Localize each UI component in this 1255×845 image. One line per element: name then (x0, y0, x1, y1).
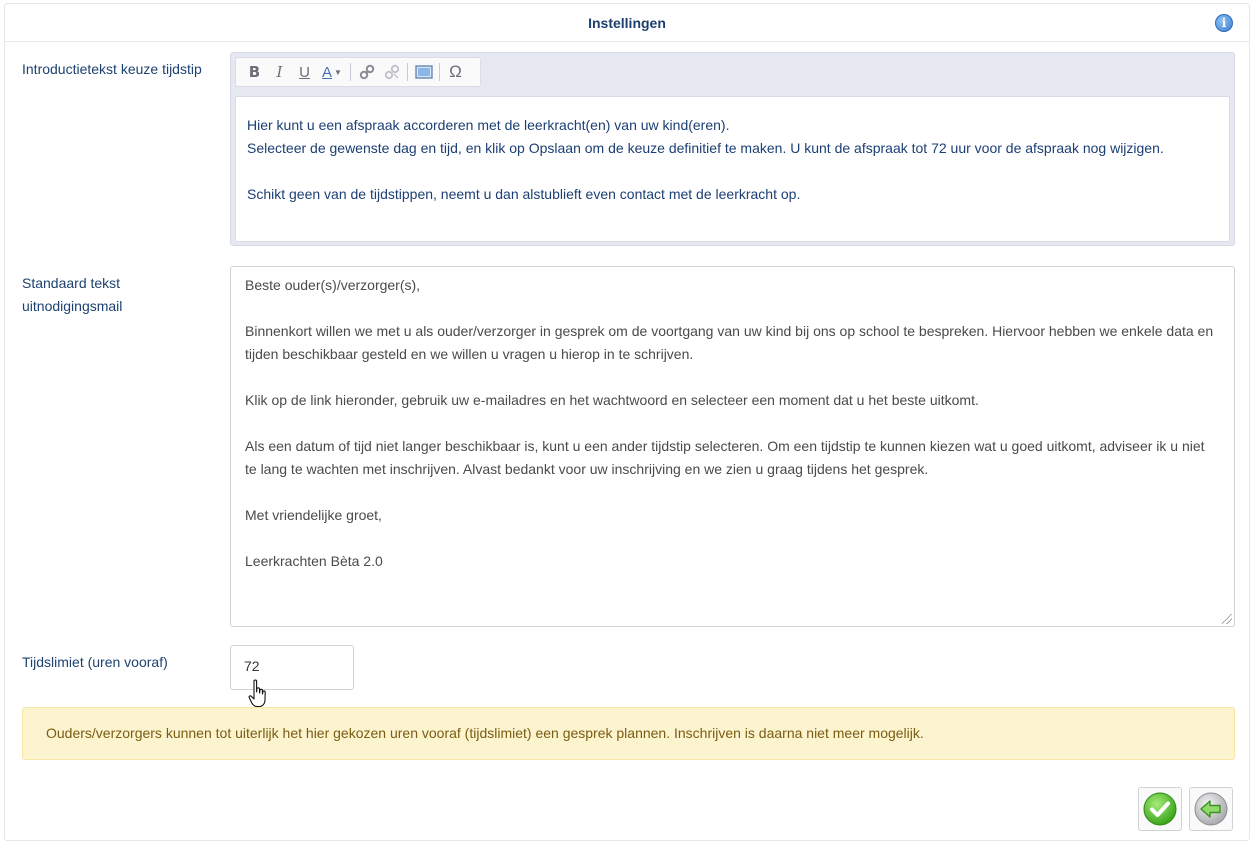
page-title: Instellingen (588, 14, 666, 31)
panel-header (5, 4, 1249, 42)
intro-line: Hier kunt u een afspraak accorderen met de leerkracht(en) van uw kind(eren). (247, 117, 730, 133)
time-limit-label: Tijdslimiet (uren vooraf) (22, 654, 168, 670)
link-button[interactable] (354, 60, 379, 84)
mail-paragraph: Klik op de link hieronder, gebruik uw e-mailadres en het wachtwoord en selecteer een moment dat u het beste uitkomt. (245, 392, 979, 408)
info-icon[interactable]: i (1215, 14, 1233, 32)
bold-button[interactable] (242, 60, 267, 84)
alert-text: Ouders/verzorgers kunnen tot uiterlijk het hier gekozen uren vooraf (tijdslimiet) een gesprek plannen. Inschrijven is daarna niet meer mogelijk. (46, 725, 924, 741)
chevron-down-icon: ▼ (334, 67, 342, 77)
time-limit-value: 72 (244, 658, 260, 674)
omega-icon: Ω (449, 62, 462, 81)
checkmark-icon (1142, 791, 1178, 827)
mail-textarea[interactable] (230, 266, 1235, 627)
font-color-button[interactable] (317, 60, 347, 84)
intro-line: Schikt geen van de tijdstippen, neemt u dan alstublieft even contact met de leerkracht op. (247, 186, 801, 202)
unlink-icon (384, 64, 400, 80)
mail-paragraph: Binnenkort willen we met u als ouder/verzorger in gesprek om de voortgang van uw kind bij ons op school te bespreken. Hiervoor hebben we enkele data en tijden beschikbaar gesteld en we willen u vragen u hierop in te schrijven. (245, 323, 1214, 362)
image-icon (415, 64, 433, 80)
link-icon (359, 64, 375, 80)
mail-paragraph: Beste ouder(s)/verzorger(s), (245, 277, 421, 293)
toolbar-separator (407, 63, 408, 81)
hand-cursor-icon (248, 679, 268, 709)
back-arrow-icon (1193, 791, 1229, 827)
info-alert (22, 707, 1235, 760)
special-char-button[interactable] (443, 60, 468, 84)
editor-toolbar (235, 57, 481, 87)
italic-button[interactable] (267, 60, 292, 84)
underline-button[interactable] (292, 60, 317, 84)
back-button[interactable] (1189, 787, 1233, 831)
italic-icon: I (276, 63, 283, 81)
intro-line: Selecteer de gewenste dag en tijd, en klik op Opslaan om de keuze definitief te maken. U kunt de afspraak tot 72 uur voor de afspraak nog wijzigen. (247, 140, 1164, 156)
underline-icon: U (299, 63, 310, 81)
save-button[interactable] (1138, 787, 1182, 831)
bold-icon: B (248, 63, 261, 81)
font-color-icon: A (322, 63, 333, 81)
mail-label: Standaard tekst uitnodigingsmail (22, 275, 123, 314)
mail-paragraph: Als een datum of tijd niet langer beschikbaar is, kunt u een ander tijdstip selecteren. Om een tijdstip te kunnen kiezen wat u goed uitkomt, adviseer ik u niet te lang te wachten met inschrijven. Alvast bedankt voor uw inschrijving en we zien u graag tijdens het gesprek. (245, 438, 1205, 477)
resize-handle-icon[interactable] (1222, 614, 1232, 624)
toolbar-separator (439, 63, 440, 81)
unlink-button[interactable] (379, 60, 404, 84)
settings-panel (4, 3, 1250, 841)
mail-paragraph: Met vriendelijke groet, (245, 507, 382, 523)
intro-label: Introductietekst keuze tijdstip (22, 61, 202, 77)
mail-paragraph: Leerkrachten Bèta 2.0 (245, 553, 383, 569)
image-button[interactable] (411, 60, 436, 84)
intro-editor-content[interactable] (235, 96, 1230, 242)
toolbar-separator (350, 63, 351, 81)
intro-editor (230, 52, 1235, 246)
